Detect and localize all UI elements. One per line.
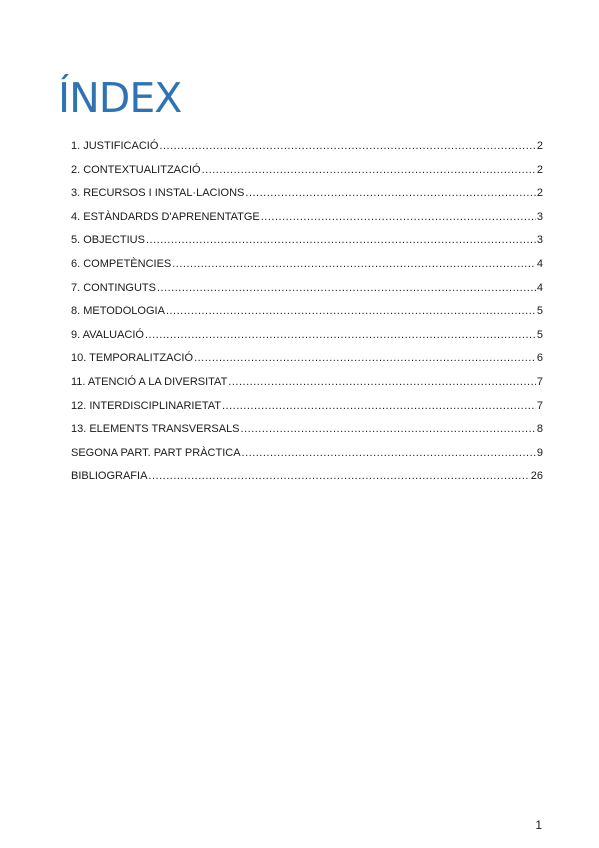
- toc-entry-page: 4: [536, 257, 543, 270]
- toc-entry-page: 2: [536, 187, 543, 200]
- toc-entry-page: 9: [536, 446, 543, 459]
- toc-leader-dots: [148, 469, 529, 483]
- toc-leader-dots: [228, 375, 536, 389]
- toc-leader-dots: [242, 446, 536, 460]
- toc-entry-page: 5: [536, 328, 543, 341]
- toc-leader-dots: [146, 233, 536, 247]
- toc-entry-label: 4. ESTÀNDARDS D'APRENENTATGE: [71, 210, 260, 223]
- toc-entry[interactable]: [71, 163, 543, 187]
- toc-leader-dots: [222, 399, 536, 413]
- toc-entry-page: 4: [536, 281, 543, 294]
- toc-entry-label: 10. TEMPORALITZACIÓ: [71, 352, 194, 365]
- toc-entry[interactable]: [71, 139, 543, 163]
- toc-entry-page: 2: [536, 140, 543, 152]
- toc-leader-dots: [202, 163, 536, 177]
- toc-leader-dots: [261, 210, 536, 224]
- toc-leader-dots: [166, 304, 536, 318]
- toc-leader-dots: [241, 422, 536, 436]
- toc-entry[interactable]: [71, 328, 543, 352]
- toc-leader-dots: [245, 186, 535, 200]
- toc-entry[interactable]: [71, 422, 543, 446]
- toc-leader-dots: [157, 281, 536, 295]
- toc-entry[interactable]: [71, 257, 543, 281]
- toc-entry-label: BIBLIOGRAFIA: [71, 470, 148, 483]
- toc-entry-label: 2. CONTEXTUALITZACIÓ: [71, 163, 201, 176]
- toc-entry-label: 1. JUSTIFICACIÓ: [71, 140, 159, 152]
- toc-entry[interactable]: [71, 210, 543, 234]
- toc-entry-label: 5. OBJECTIUS: [71, 234, 145, 247]
- toc-entry-label: SEGONA PART. PART PRÀCTICA: [71, 446, 241, 459]
- toc-entry-label: 8. METODOLOGIA: [71, 305, 165, 318]
- index-title: ÍNDEX: [58, 74, 182, 122]
- toc-entry-page: 5: [536, 305, 543, 318]
- toc-entry-page: 8: [536, 423, 543, 436]
- toc-leader-dots: [145, 328, 536, 342]
- toc-entry-page: 2: [536, 163, 543, 176]
- toc-entry-label: 12. INTERDISCIPLINARIETAT: [71, 399, 221, 412]
- toc-entry-label: 6. COMPETÈNCIES: [71, 257, 172, 270]
- toc-entry[interactable]: [71, 469, 543, 493]
- toc-entry[interactable]: [71, 446, 543, 470]
- toc-entry-page: 3: [536, 210, 543, 223]
- table-of-contents: [71, 139, 543, 493]
- toc-leader-dots: [194, 351, 536, 365]
- toc-entry[interactable]: [71, 186, 543, 210]
- toc-entry-label: 9. AVALUACIÓ: [71, 328, 144, 341]
- toc-entry-page: 3: [536, 234, 543, 247]
- toc-leader-dots: [159, 139, 535, 153]
- toc-entry-label: 3. RECURSOS I INSTAL·LACIONS: [71, 187, 245, 200]
- toc-entry-label: 11. ATENCIÓ A LA DIVERSITAT: [71, 375, 228, 388]
- page-number: 1: [535, 818, 542, 832]
- toc-entry-page: 26: [530, 470, 543, 483]
- toc-entry-page: 6: [536, 352, 543, 365]
- toc-entry-label: 13. ELEMENTS TRANSVERSALS: [71, 423, 240, 436]
- toc-leader-dots: [172, 257, 536, 271]
- toc-entry[interactable]: [71, 399, 543, 423]
- toc-entry-page: 7: [536, 399, 543, 412]
- toc-entry[interactable]: [71, 375, 543, 399]
- toc-entry-page: 7: [536, 375, 543, 388]
- toc-entry[interactable]: [71, 351, 543, 375]
- toc-entry[interactable]: [71, 233, 543, 257]
- toc-entry[interactable]: [71, 281, 543, 305]
- toc-entry-label: 7. CONTINGUTS: [71, 281, 156, 294]
- toc-entry[interactable]: [71, 304, 543, 328]
